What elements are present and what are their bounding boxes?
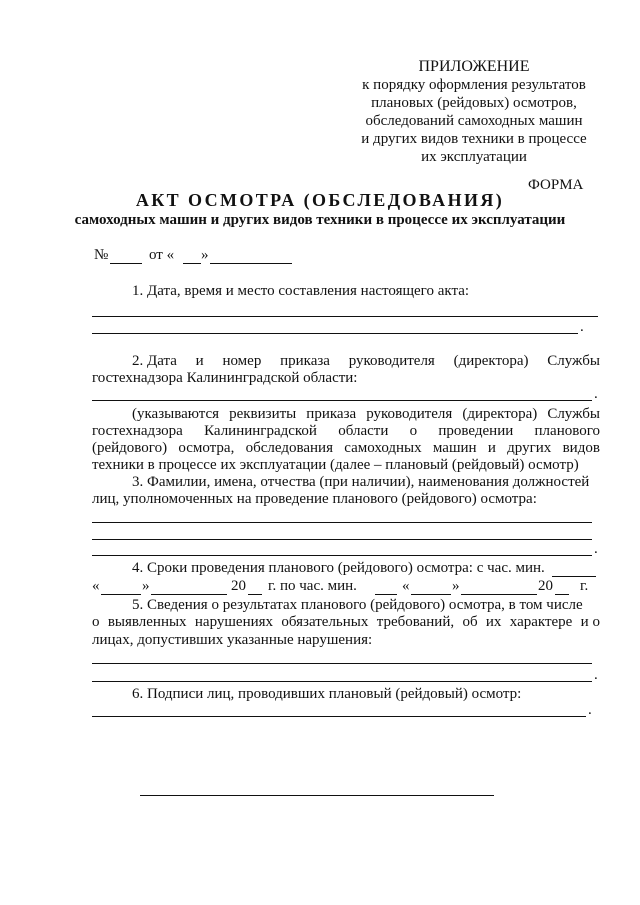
appendix-line: к порядку оформления результатов bbox=[362, 77, 586, 93]
item-5-line-3: лицах, допустивших указанные нарушения: bbox=[92, 632, 373, 648]
fill-line[interactable] bbox=[92, 681, 592, 682]
item-2-line-1: 2. Дата и номер приказа руководителя (директора) Службы bbox=[132, 353, 600, 369]
fill-line[interactable] bbox=[92, 522, 592, 523]
appendix-line: их эксплуатации bbox=[421, 149, 527, 165]
appendix-line: обследований самоходных машин bbox=[365, 113, 583, 129]
month-blank[interactable] bbox=[151, 594, 227, 595]
year-prefix: 20 bbox=[231, 578, 246, 594]
day-blank[interactable] bbox=[101, 594, 141, 595]
fill-line[interactable] bbox=[92, 333, 578, 334]
appendix-block bbox=[352, 58, 596, 166]
day-blank[interactable] bbox=[411, 594, 451, 595]
fill-line[interactable] bbox=[92, 400, 592, 401]
quote-close: » bbox=[142, 578, 150, 594]
item-3-line-2: лиц, уполномоченных на проведение планового (рейдового) осмотра: bbox=[92, 491, 537, 507]
fill-line[interactable] bbox=[92, 716, 586, 717]
year-prefix: 20 bbox=[538, 578, 553, 594]
year-blank[interactable] bbox=[555, 594, 569, 595]
fill-line[interactable] bbox=[92, 316, 598, 317]
quote-open: « bbox=[402, 578, 410, 594]
document-title: АКТ ОСМОТРА (ОБСЛЕДОВАНИЯ) bbox=[135, 190, 505, 210]
quote-close: » bbox=[452, 578, 460, 594]
day-blank[interactable] bbox=[183, 263, 201, 264]
period: . bbox=[594, 541, 598, 557]
year-suffix: г. bbox=[580, 578, 589, 594]
period: . bbox=[594, 667, 598, 683]
item-6-text: 6. Подписи лиц, проводивших плановый (рейдовый) осмотр: bbox=[132, 686, 522, 702]
note-line: (указываются реквизиты приказа руководителя (директора) Службы bbox=[132, 406, 600, 422]
year-blank[interactable] bbox=[248, 594, 262, 595]
month-year-blank[interactable] bbox=[210, 263, 292, 264]
item-3-line-1: 3. Фамилии, имена, отчества (при наличии), наименования должностей bbox=[132, 474, 590, 490]
month-blank[interactable] bbox=[461, 594, 537, 595]
signature-line[interactable] bbox=[140, 795, 494, 796]
appendix-line: и других видов техники в процессе bbox=[361, 131, 587, 147]
number-blank[interactable] bbox=[110, 263, 142, 264]
appendix-line: плановых (рейдовых) осмотров, bbox=[371, 95, 577, 111]
period: . bbox=[594, 386, 598, 402]
time-blank[interactable] bbox=[552, 576, 596, 577]
quote-open: « bbox=[92, 578, 100, 594]
period: . bbox=[588, 702, 592, 718]
item-2-line-2: гостехнадзора Калининградской области: bbox=[92, 370, 358, 386]
note-line: (рейдового) осмотра, обследования самоходных машин и других видов bbox=[92, 440, 600, 456]
fill-line[interactable] bbox=[92, 555, 592, 556]
document-subtitle: самоходных машин и других видов техники в процессе их эксплуатации bbox=[74, 212, 566, 228]
date-quote-close: » bbox=[201, 247, 209, 263]
note-line: гостехнадзора Калининградской области о проведении планового bbox=[92, 423, 600, 439]
item-5-line-2: о выявленных нарушениях обязательных требований, об их характере и о bbox=[92, 614, 600, 630]
item-1-text: 1. Дата, время и место составления настоящего акта: bbox=[132, 283, 470, 299]
item-4-line-1: 4. Сроки проведения планового (рейдового) осмотра: с час. мин. bbox=[132, 560, 545, 576]
period: . bbox=[580, 319, 584, 335]
fill-line[interactable] bbox=[92, 539, 592, 540]
number-sign: № bbox=[94, 247, 109, 263]
fill-line[interactable] bbox=[92, 663, 592, 664]
form-label: ФОРМА bbox=[528, 177, 584, 193]
appendix-title: ПРИЛОЖЕНИЕ bbox=[418, 58, 530, 75]
item-5-line-1: 5. Сведения о результатах планового (рейдового) осмотра, в том числе bbox=[132, 597, 583, 613]
period-to-label: г. по час. мин. bbox=[268, 578, 357, 594]
note-line: техники в процессе их эксплуатации (далее – плановый (рейдовый) осмотр) bbox=[92, 457, 579, 473]
date-from-label: от « bbox=[149, 247, 175, 263]
time-blank[interactable] bbox=[375, 594, 397, 595]
